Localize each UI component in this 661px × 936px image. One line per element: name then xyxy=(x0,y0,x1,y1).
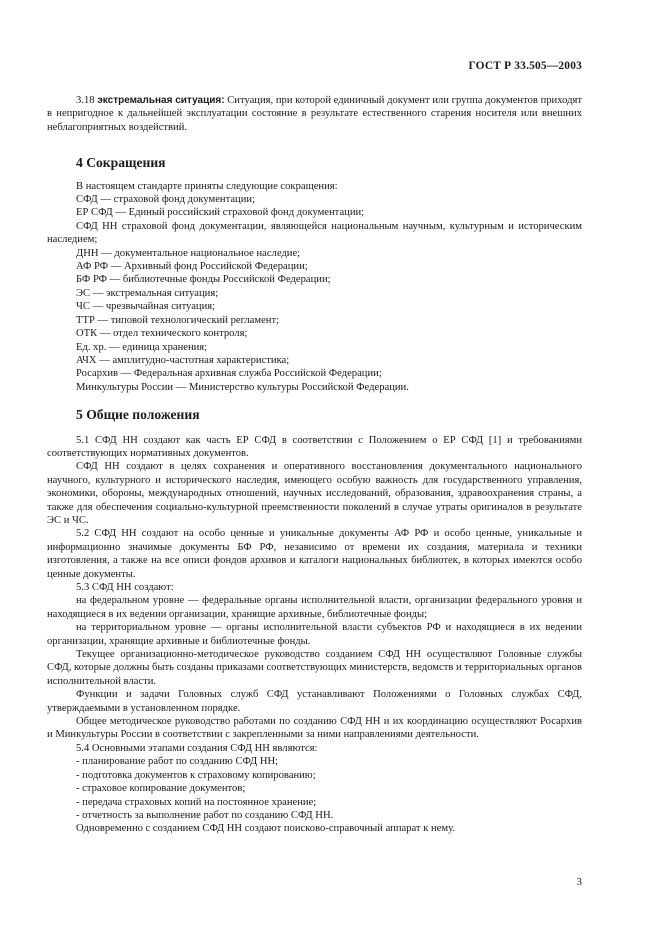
list-item: - подготовка документов к страховому копированию; xyxy=(76,769,316,781)
abbreviation-item: Минкультуры России — Министерство культуры Российской Федерации. xyxy=(76,381,409,393)
paragraph: Одновременно с созданием СФД НН создают поисково-справочный аппарат к нему. xyxy=(76,823,455,835)
paragraph: на федеральном уровне — федеральные органы исполнительной власти, организации федерального уровня и находящиеся в их ведении организации, хранящие архивные, библиотечные фонды; xyxy=(47,595,582,620)
abbreviation-item: СФД НН страховой фонд документации, являющейся национальным научным, культурным и историческим наследием; xyxy=(47,220,582,246)
page-number: 3 xyxy=(576,876,582,888)
paragraph: Текущее организационно-методическое руководство созданием СФД НН осуществляют Головные службы СФД, которые должны быть созданы приказами соответствующих министерств, ведомств и территориальных органов исполнительной власти. xyxy=(47,649,582,687)
paragraph: 5.4 Основными этапами создания СФД НН являются: xyxy=(76,742,318,754)
document-code: ГОСТ Р 33.505—2003 xyxy=(468,60,582,72)
paragraph: на территориальном уровне — органы исполнительной власти субъектов РФ и находящиеся в их ведении организации, хранящие архивные и библиотечные фонды. xyxy=(47,622,582,647)
term-definition: Ситуация, при которой единичный документ или группа документов приходят в непригодное к дальнейшей эксплуатации состояние в результате естественного старения носителя или внешних неблагоприятных воздействий. xyxy=(47,95,582,133)
section-5-heading: 5 Общие положения xyxy=(76,407,200,423)
paragraph: Общее методическое руководство работами по созданию СФД НН и их координацию осуществляют Росархив и Минкультуры России в соответствии с закрепленными за ними направлениями деятельности. xyxy=(47,716,582,741)
abbreviation-item: АФ РФ — Архивный фонд Российской Федерации; xyxy=(76,261,308,273)
list-item: - передача страховых копий на постоянное хранение; xyxy=(76,796,317,808)
abbreviations-intro: В настоящем стандарте приняты следующие сокращения: xyxy=(76,180,338,192)
paragraph: 5.2 СФД НН создают на особо ценные и уникальные документы АФ РФ и особо ценные, уникальные и информационно значимые документы БФ РФ, независимо от времени их создания, материала и техники изготовления, а также на все описи фондов архивов и каталоги национальных библиотек, в которых имеются особо ценные документы. xyxy=(47,528,582,580)
paragraph: 5.3 СФД НН создают: xyxy=(76,582,174,593)
abbreviation-item: Росархив — Федеральная архивная служба Российской Федерации; xyxy=(76,368,382,380)
abbreviation-item: БФ РФ — библиотечные фонды Российской Федерации; xyxy=(76,274,331,286)
abbreviation-item: ЭС — экстремальная ситуация; xyxy=(76,287,219,299)
abbreviation-item: СФД — страховой фонд документации; xyxy=(76,194,256,206)
abbreviation-item: ДНН — документальное национальное наследие; xyxy=(76,247,301,259)
abbreviation-item: ЧС — чрезвычайная ситуация; xyxy=(76,301,216,313)
clause-3-18 xyxy=(47,94,582,134)
list-item: - страховое копирование документов; xyxy=(76,783,246,795)
abbreviation-item: АЧХ — амплитудно-частотная характеристика; xyxy=(76,354,290,366)
paragraph: СФД НН создают в целях сохранения и оперативного восстановления документального национального научного, культурного и исторического наследия, имеющего особую важность для государственного управления, экономики, обороны, международных отношений, научных исследований, образования, здравоохранения страны, а также для обеспечения социально-культурной преемственности поколений в случае утраты оригиналов в результате ЭС и ЧС. xyxy=(47,461,582,526)
paragraph: 5.1 СФД НН создают как часть ЕР СФД в соответствии с Положением о ЕР СФД [1] и требованиями соответствующих нормативных документов. xyxy=(47,434,582,459)
page-content xyxy=(47,94,582,836)
list-item: - отчетность за выполнение работ по созданию СФД НН. xyxy=(76,809,334,821)
abbreviation-item: ТТР — типовой технологический регламент; xyxy=(76,314,280,326)
term-name: экстремальная ситуация: xyxy=(97,95,225,106)
abbreviation-item: ОТК — отдел технического контроля; xyxy=(76,328,248,340)
abbreviation-item: Ед. хр. — единица хранения; xyxy=(76,341,208,353)
paragraph: Функции и задачи Головных служб СФД устанавливают Положениями о Головных службах СФД, утверждаемыми в установленном порядке. xyxy=(47,689,582,714)
section-4-heading: 4 Сокращения xyxy=(76,155,166,171)
clause-number: 3.18 xyxy=(76,95,95,106)
abbreviation-item: ЕР СФД — Единый российский страховой фонд документации; xyxy=(76,207,365,219)
list-item: - планирование работ по созданию СФД НН; xyxy=(76,756,279,768)
